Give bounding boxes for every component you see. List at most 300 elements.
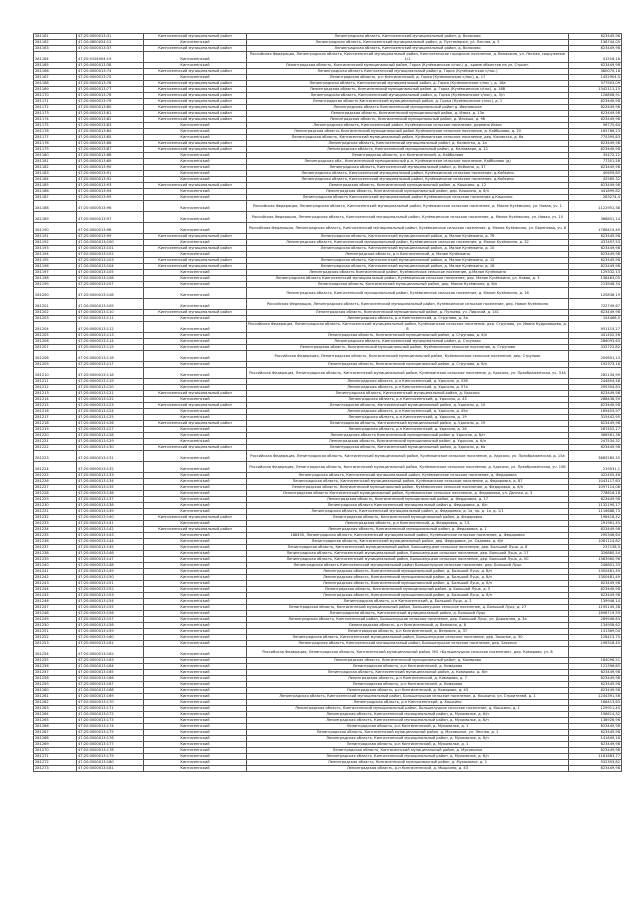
row-number-cell: 281214 (34, 397, 77, 403)
row-number-cell: 281203 (34, 316, 77, 322)
value-cell: 3685285,35 (569, 451, 622, 462)
cadastral-number-cell: 47:20:0000013:176 (77, 736, 144, 742)
address-cell: Ленинградская область, р-н Кингисеппский, д. Удосоло, д. 19 (247, 415, 569, 421)
value-cell: 295304,63 (569, 385, 622, 391)
address-cell: Ленинградская область, Кингисеппский муниципальный район, Кузёмкинское сельское поселение, д. Федоровка, д. 6/н (247, 485, 569, 491)
row-number-cell: 281262 (34, 700, 77, 706)
table-row (34, 322, 622, 333)
value-cell: 326880,54 (569, 551, 622, 557)
district-cell: Кингисеппский (144, 270, 247, 276)
cadastral-number-cell: 47:20:0000013:151 (77, 581, 144, 587)
district-cell: Кингисеппский (144, 754, 247, 760)
address-cell: Ленинградская область, р-н Кингисеппский, д. Удосоло, д. 52б (247, 379, 569, 385)
table-row (34, 462, 622, 473)
district-cell: Кингисеппский (144, 736, 247, 742)
cadastral-number-cell: 47:20:0000013:141 (77, 521, 144, 527)
row-number-cell: 281223 (34, 451, 77, 462)
address-cell: Ленинградская область, Кингисеппский муниципальный район, Большелуцкое сельское поселение, дер. Большой Луцк, д. 50 (247, 557, 569, 563)
row-number-cell: 281268 (34, 736, 77, 742)
address-cell: Ленинградская область, Кингисеппский муниципальный район, д. Федоровка, д. 1 (247, 527, 569, 533)
cadastral-number-cell: 47:20:0000013:174 (77, 724, 144, 730)
value-cell: 623449,98 (569, 670, 622, 676)
address-cell: Ленинградская область, р-н Кингисеппский, д. Удосоло, д. 45а (247, 409, 569, 415)
value-cell: 1244391,56 (569, 694, 622, 700)
value-cell: 77351,58 (569, 159, 622, 165)
value-cell: 269946,63 (569, 617, 622, 623)
cadastral-number-cell: 47:20:0000013:118 (77, 368, 144, 379)
address-cell: Ленинградская область, Кингисеппский муниципальный район, д. Малое Кузёмкино, д. 12 (247, 258, 569, 264)
value-cell: 96775,64 (569, 123, 622, 129)
district-cell: Кингисеппский (144, 212, 247, 223)
address-cell: Ленинградская область, Кингисеппский муниципальный район, д. Малое Кузёмкино, д. 18 (247, 264, 569, 270)
address-cell: Ленинградская область, Кингисеппский муниципальный район, д. Горка (Кузёмкинское с/пос.), д. 16а (247, 81, 569, 87)
cadastral-number-cell: 47:20:0000013:99 (77, 234, 144, 240)
address-cell: Российская Федерация, Ленинградская область, Кингисеппский муниципальный район, Кузёмкинское сельское поселение, дер. Новое Кузёмкино (247, 299, 569, 310)
address-cell: Российская Федерация, Ленинградская область, Кингисеппский муниципальный район, Кузёмкинское сельское поселение, д. Малое Кузёмкино, ул. Новая, уч. 1 (247, 201, 569, 212)
district-cell: Кингисеппский (144, 760, 247, 766)
row-number-cell: 281189 (34, 212, 77, 223)
value-cell: 623449,98 (569, 117, 622, 123)
table-row (34, 451, 622, 462)
district-cell: Кингисеппский (144, 676, 247, 682)
district-cell: Кингисеппский (144, 748, 247, 754)
value-cell: 623449,98 (569, 258, 622, 264)
district-cell: Кингисеппский (144, 473, 247, 479)
cadastral-number-cell: 47:20:0000013:107 (77, 282, 144, 288)
row-number-cell: 281220 (34, 433, 77, 439)
value-cell: 951115,27 (569, 322, 622, 333)
cadastral-number-cell: 47:20:0000013:135 (77, 485, 144, 491)
cadastral-number-cell: 47:20:0000013:152 (77, 587, 144, 593)
address-cell: Ленинградская область, р-н Кингисеппский, д. Комарово, д. 7 (247, 676, 569, 682)
district-cell: Кингисеппский (144, 485, 247, 491)
address-cell: Ленинградская область, р-н Кингисеппский, д. Струпово, д. 3а (247, 316, 569, 322)
address-cell: Ленинградская область, Кингисеппский муниципальный район, д. Калливере, д. 12 (247, 147, 569, 153)
row-number-cell: 281264 (34, 712, 77, 718)
district-cell: Кингисеппский муниципальный район (144, 527, 247, 533)
district-cell: Кингисеппский (144, 385, 247, 391)
cadastral-number-cell: 47:20:0000013:119 (77, 379, 144, 385)
cadastral-number-cell: 47:20:0000013:114 (77, 339, 144, 345)
address-cell: Ленинградская область Кингисеппский муниципальный район Большелуцкое сельское поселение, дер. Большой Луцк (247, 563, 569, 569)
value-cell: 131369,04 (569, 629, 622, 635)
value-cell: 282134,99 (569, 368, 622, 379)
row-number-cell: 281201 (34, 299, 77, 310)
district-cell: Кингисеппский (144, 333, 247, 339)
row-number-cell: 281247 (34, 605, 77, 611)
table-row (34, 351, 622, 362)
address-cell: Ленинградская область, Кингисеппский муниципальный район, д. Ильеши, д. 9б (247, 117, 569, 123)
row-number-cell: 281263 (34, 706, 77, 712)
row-number-cell: 281231 (34, 509, 77, 515)
district-cell: Кингисеппский (144, 240, 247, 246)
row-number-cell: 281219 (34, 427, 77, 433)
row-number-cell: 281186 (34, 189, 77, 195)
address-cell: Ленинградская область, Кингисеппский муниципальный район, Кузёмкинское сельское поселение, д. Малое Кузёмкино, д. 16 (247, 288, 569, 299)
value-cell: 134958,62 (569, 623, 622, 629)
address-cell: Ленинградская область, Кингисеппский муниципальный район, д. Горка (Кузёмкинское с/пос), д. 16б (247, 87, 569, 93)
value-cell: 1698719,59 (569, 611, 622, 617)
value-cell: 198416,42 (569, 515, 622, 521)
cadastral-number-cell: 47:20:0000013:31 (77, 34, 144, 40)
row-number-cell: 281206 (34, 339, 77, 345)
district-cell: Кингисеппский (144, 593, 247, 599)
address-cell: Ленинградская область, Кингисеппский муниципальный район, д. Удосоло, д. 6а (247, 445, 569, 451)
district-cell: Кингисеппский муниципальный район (144, 310, 247, 316)
address-cell: Ленинградская область Кингисеппский муниципальный район, Кузёмкинское сельское поселение, д. Федоровка, ул. Дачная, д. 3 (247, 491, 569, 497)
row-number-cell: 281246 (34, 599, 77, 605)
address-cell: Ленинградская область, Кингисеппский муниципальный район, Большелуцкое сельское поселение, д. Кошкино, ул. Строителей, д. 1 (247, 694, 569, 700)
cadastral-number-cell: 47:20:0000013:92 (77, 177, 144, 183)
district-cell: Кингисеппский (144, 581, 247, 587)
cadastral-number-cell: 47:20:0000013:105 (77, 270, 144, 276)
cadastral-number-cell: 47:20:0000013:97 (77, 212, 144, 223)
address-cell: Российская Федерация, Ленинградская область, Кингисеппский муниципальный район, Кузёмкинское сельское поселение, д. Удосоло, ул. Преображенская, уч. 15б (247, 462, 569, 473)
value-cell: 154466,5 (569, 316, 622, 322)
value-cell: 1122951,38 (569, 201, 622, 212)
value-cell: 41516,16 (569, 52, 622, 63)
row-number-cell: 281265 (34, 718, 77, 724)
cadastral-number-cell: 47:20:0000013:112 (77, 322, 144, 333)
value-cell: 1452904,5 (569, 75, 622, 81)
cadastral-number-cell: 47:20:0000013:171 (77, 706, 144, 712)
value-cell: 169453,97 (569, 409, 622, 415)
address-cell: Ленинградская область, Кингисеппский муниципальный район, Кузёмкинское сельское поселение, д. Малое Кузёмкино, д. 32 (247, 240, 569, 246)
district-cell: Кингисеппский (144, 533, 247, 539)
row-number-cell: 281176 (34, 129, 77, 135)
value-cell: 623449,98 (569, 587, 622, 593)
value-cell: 623449,98 (569, 264, 622, 270)
value-cell: 623449,98 (569, 403, 622, 409)
value-cell: 623449,98 (569, 421, 622, 427)
address-cell: 188490, Ленинградская область, Кингисеппский муниципальный район, Кузёмкинское сельское поселение, д. Федоровка (247, 533, 569, 539)
district-cell: Кингисеппский (144, 479, 247, 485)
district-cell: Кингисеппский (144, 712, 247, 718)
value-cell: 186413,63 (569, 700, 622, 706)
address-cell: Ленинградская область, Кингисеппский муниципальный район, д. Федоровка (247, 515, 569, 521)
district-cell: Кингисеппский (144, 521, 247, 527)
value-cell: 623449,98 (569, 99, 622, 105)
district-cell: Кингисеппский (144, 223, 247, 234)
cadastral-number-cell: 47:20:0000013:158 (77, 623, 144, 629)
cadastral-number-cell: 47:20:0000013:78 (77, 93, 144, 99)
cadastral-number-cell: 47:20:0000013:117 (77, 362, 144, 368)
address-cell: Ленинградская область Кингисеппский муниципальный район, Кузёмкинское сельское поселение, дер. Малое Кузёмкино, ул. Новая, д. 3 (247, 276, 569, 282)
district-cell: Кингисеппский муниципальный район (144, 69, 247, 75)
row-number-cell: 281230 (34, 503, 77, 509)
value-cell: 623449,98 (569, 581, 622, 587)
address-cell: Российская Федерация, Ленинградская область, Кингисеппский муниципальный район, Кузёмкинское сельское поселение, дер. Струпово (247, 351, 569, 362)
district-cell: Кингисеппский муниципальный район (144, 421, 247, 427)
row-number-cell: 281195 (34, 258, 77, 264)
value-cell: 184096,51 (569, 658, 622, 664)
district-cell: Кингисеппский муниципальный район (144, 445, 247, 451)
table-row (34, 201, 622, 212)
row-number-cell: 281181 (34, 159, 77, 165)
address-cell: Ленинградская область, р-н Кингисеппский, д. Удосоло, д. 57а (247, 385, 569, 391)
district-cell: Кингисеппский (144, 545, 247, 551)
row-number-cell: 281242 (34, 575, 77, 581)
cadastral-number-cell: 47:20:0000013:83 (77, 123, 144, 129)
cadastral-number-cell: 47:20:0000013:132 (77, 462, 144, 473)
value-cell: 1132190,17 (569, 503, 622, 509)
row-number-cell: 281218 (34, 421, 77, 427)
cadastral-number-cell: 47:20:0000013:145 (77, 545, 144, 551)
cadastral-number-cell: 47:20:0000013:170 (77, 700, 144, 706)
row-number-cell: 281234 (34, 527, 77, 533)
cadastral-number-cell: 47:20:0000013:103 (77, 258, 144, 264)
value-cell: 136463,05 (569, 276, 622, 282)
cadastral-number-cell: 47:20:0000013:96 (77, 201, 144, 212)
value-cell: 623449,98 (569, 730, 622, 736)
cadastral-number-cell: 47:20:0000013:134 (77, 479, 144, 485)
cadastral-number-cell: 47:20:0000013:131 (77, 451, 144, 462)
address-cell: Ленинградская область, р-н Кингисеппский, д. Венкюля, д. 37 (247, 629, 569, 635)
cadastral-number-cell: 47:20:0000013:37 (77, 46, 144, 52)
row-number-cell: 281179 (34, 147, 77, 153)
district-cell: Кингисеппский (144, 40, 247, 46)
value-cell: 623449,98 (569, 141, 622, 147)
property-table (33, 33, 622, 772)
cadastral-number-cell: 47:20:0000013:175 (77, 730, 144, 736)
address-cell: Ленинградская область, Кингисеппский муниципальный район, д. Комарово (247, 658, 569, 664)
district-cell: Кингисеппский муниципальный район (144, 81, 247, 87)
cadastral-number-cell: 47:20:0000013:127 (77, 427, 144, 433)
district-cell: Кингисеппский муниципальный район (144, 87, 247, 93)
row-number-cell: 281188 (34, 201, 77, 212)
cadastral-number-cell: 47:20:0000013:79 (77, 99, 144, 105)
row-number-cell: 281243 (34, 581, 77, 587)
address-cell: Ленинградская область, Кингисеппский муниципальный район, д. Струпово, д. 6/н (247, 333, 569, 339)
cadastral-number-cell: 47:20:0000013:94 (77, 189, 144, 195)
row-number-cell: 281255 (34, 658, 77, 664)
cadastral-number-cell: 47:20:0000013:165 (77, 670, 144, 676)
row-number-cell: 281205 (34, 333, 77, 339)
value-cell: 192373,18 (569, 362, 622, 368)
row-number-cell: 281184 (34, 177, 77, 183)
district-cell: Кингисеппский муниципальный район (144, 515, 247, 521)
district-cell: Кингисеппский (144, 288, 247, 299)
cadastral-number-cell: 47:20:0000013:102 (77, 252, 144, 258)
address-cell: Ленинградская область, Кингисеппский муниципальный район, д. Мукомолье, д. 6/н (247, 754, 569, 760)
value-cell: 380070,18 (569, 69, 622, 75)
district-cell: Кингисеппский (144, 433, 247, 439)
district-cell: Кингисеппский (144, 509, 247, 515)
value-cell: 1061114,62 (569, 539, 622, 545)
cadastral-number-cell: 47:20:0000013:154 (77, 599, 144, 605)
district-cell: Кингисеппский (144, 503, 247, 509)
value-cell: 141649,18 (569, 736, 622, 742)
value-cell: 1161683,77 (569, 754, 622, 760)
row-number-cell: 281180 (34, 153, 77, 159)
row-number-cell: 281253 (34, 641, 77, 647)
value-cell: 1383960,96 (569, 557, 622, 563)
district-cell: Кингисеппский (144, 623, 247, 629)
district-cell: Кингисеппский (144, 165, 247, 171)
address-cell: Ленинградская область, р-н Кингисеппский, д. Кошкино (247, 700, 569, 706)
value-cell: 778616,18 (569, 491, 622, 497)
district-cell: Кингисеппский (144, 252, 247, 258)
cadastral-number-cell: 47:20:0000013:88 (77, 153, 144, 159)
address-cell: Ленинградская область, р-н Кингисеппский, д. Мукомолье, д. 1 (247, 742, 569, 748)
table-row (34, 223, 622, 234)
value-cell: 623449,98 (569, 527, 622, 533)
value-cell: 286093,63 (569, 339, 622, 345)
value-cell: 623449,98 (569, 111, 622, 117)
cadastral-number-cell: 47:20:0000013:124 (77, 409, 144, 415)
value-cell: 209801,13 (569, 351, 622, 362)
district-cell: Кингисеппский (144, 339, 247, 345)
address-cell: Ленинградская область, Кингисеппский муниципальный район, д. Пустомержа, ул. Лесная, д. 5 (247, 40, 569, 46)
address-cell: Ленинградская область, Кингисеппский муниципальный район, д. Удосоло (247, 391, 569, 397)
cadastral-number-cell: 47:20:0000013:136 (77, 491, 144, 497)
district-cell: Кингисеппский (144, 491, 247, 497)
row-number-cell: 281222 (34, 445, 77, 451)
row-number-cell: 281207 (34, 345, 77, 351)
district-cell: Кингисеппский (144, 742, 247, 748)
row-number-cell: 281236 (34, 539, 77, 545)
value-cell: 623449,98 (569, 682, 622, 688)
district-cell: Кингисеппский (144, 599, 247, 605)
row-number-cell: 281190 (34, 223, 77, 234)
cadastral-number-cell: 47:20:0000013:126 (77, 421, 144, 427)
district-cell: Кингисеппский муниципальный район (144, 391, 247, 397)
cadastral-number-cell: 47:20:0000013:177 (77, 742, 144, 748)
row-number-cell: 281182 (34, 165, 77, 171)
address-cell: Российская Федерация, Ленинградская область, Кингисеппский муниципальный район, Кузёмкинское сельское поселение, д. Малое Кузёмкино, ул. Новая, уч. 15 (247, 212, 569, 223)
address-cell: Российская Федерация, Ленинградская область, Кингисеппский муниципальный район, Кузёмкинское сельское поселение, д. Малое Кузёмкино, ул. Береговая, уч. 6 (247, 223, 569, 234)
value-cell: 121396,85 (569, 664, 622, 670)
table-row (34, 52, 622, 63)
cadastral-number-cell: 47:20:0800024:12 (77, 40, 144, 46)
value-cell: 213946,34 (569, 282, 622, 288)
row-number-cell: 281245 (34, 593, 77, 599)
cadastral-number-cell: 47:20:0000013:155 (77, 605, 144, 611)
value-cell: 1097114,06 (569, 485, 622, 491)
address-cell: Ленинградская область, Кингисеппский муниципальный район, д. Кейкино, д. 37 (247, 165, 569, 171)
value-cell: 623449,98 (569, 497, 622, 503)
value-cell: 441899,82 (569, 189, 622, 195)
district-cell: Кингисеппский (144, 497, 247, 503)
address-cell: Российская Федерация, Ленинградская область, Кингисеппский муниципальный район, Кузёмкинское сельское поселение, д. Удосоло, ул. Преображенская, уч. 31А (247, 368, 569, 379)
value-cell (569, 647, 622, 658)
value-cell: 623449,98 (569, 688, 622, 694)
cadastral-number-cell: 47:20:0000013:153 (77, 593, 144, 599)
row-number-cell: 281171 (34, 99, 77, 105)
value-cell: 165766,23 (569, 129, 622, 135)
cadastral-number-cell: 47:20:0000013:133 (77, 473, 144, 479)
value-cell: 244604,46 (569, 379, 622, 385)
value-cell: 128413,75 (569, 635, 622, 641)
district-cell: Кингисеппский (144, 718, 247, 724)
district-cell: Кингисеппский (144, 706, 247, 712)
row-number-cell: 281161 (34, 34, 77, 40)
district-cell: Кингисеппский (144, 658, 247, 664)
cadastral-number-cell: 47:20:0000013:122 (77, 397, 144, 403)
cadastral-number-cell: 47:20:0000013:157 (77, 617, 144, 623)
address-cell: Ленинградская область, Кингисеппский муниципальный район, д. Мукомолье, д. 6/н (247, 718, 569, 724)
district-cell: Кингисеппский (144, 724, 247, 730)
table-row (34, 766, 622, 772)
row-number-cell: 281256 (34, 664, 77, 670)
cadastral-number-cell: 47:20:0000013:91 (77, 171, 144, 177)
cadastral-number-cell: 47:20:0000013:150 (77, 575, 144, 581)
address-cell: Ленинградская область, Кингисеппский муниципальный район, д. Мукомолье (247, 748, 569, 754)
value-cell: 623449,98 (569, 165, 622, 171)
district-cell: Кингисеппский (144, 670, 247, 676)
value-cell: 136744,05 (569, 40, 622, 46)
district-cell: Кингисеппский (144, 63, 247, 69)
address-cell: Ленинградская область, Кингисеппский район, Большелуцкое сельское поселение, дер. Большой Луцк, ул. Дорожная, д. 5а (247, 617, 569, 623)
cadastral-number-cell: 47:20:0000013:95 (77, 195, 144, 201)
row-number-cell: 281170 (34, 93, 77, 99)
cadastral-number-cell: 47:20:0000013:120 (77, 385, 144, 391)
cadastral-number-cell: 47:20:0000013:129 (77, 439, 144, 445)
address-cell: Ленинградская область, Кингисеппский муниципальный район, д. Большой Луцк, д. 6/н (247, 593, 569, 599)
address-cell: Ленинградская область, Кингисеппский муниципальный район, д. Мукомолье, д. 6/н (247, 712, 569, 718)
district-cell: Кингисеппский (144, 451, 247, 462)
address-cell: Ленинградская область Кингисеппский муниципальный район д. Федоровка, д. 6/н (247, 503, 569, 509)
value-cell: 315442,95 (569, 415, 622, 421)
value-cell: 126808,91 (569, 93, 622, 99)
row-number-cell: 281244 (34, 587, 77, 593)
cadastral-number-cell: 47:20:0000013:179 (77, 754, 144, 760)
value-cell: 247534,32 (569, 439, 622, 445)
row-number-cell: 281162 (34, 40, 77, 46)
address-cell: Российская Федерация, Ленинградская область, Кингисеппский муниципальный район, Кингисеппское городское поселение, д. Ванакюля, ул. Лесная, сооружение 1/1 (247, 52, 569, 63)
cadastral-number-cell: 47:20:0000013:125 (77, 415, 144, 421)
value-cell: 623449,98 (569, 310, 622, 316)
cadastral-number-cell: 47:20:0000013:38 (77, 63, 144, 69)
address-cell: Ленинградская область Кингисеппский район, Кузёмкинское сельское поселение, д.Малое Кузёмкино (247, 270, 569, 276)
district-cell: Кингисеппский (144, 379, 247, 385)
row-number-cell: 281221 (34, 439, 77, 445)
address-cell: Ленинградская область, Кингисеппский муниципальный район, д. Мукомолье, д. 6/н (247, 736, 569, 742)
value-cell: 377903,09 (569, 81, 622, 87)
district-cell: Кингисеппский (144, 427, 247, 433)
row-number-cell: 281226 (34, 479, 77, 485)
value-cell: 138926,96 (569, 718, 622, 724)
cadastral-number-cell: 47:20:0000013:166 (77, 676, 144, 682)
row-number-cell: 281211 (34, 379, 77, 385)
cadastral-number-cell: 47:20:0000013:104 (77, 264, 144, 270)
row-number-cell: 281248 (34, 611, 77, 617)
address-cell: Ленинградская область, р-н Кингисеппский, д. Венкюля, д. 8 (247, 623, 569, 629)
row-number-cell: 281213 (34, 391, 77, 397)
row-number-cell: 281199 (34, 282, 77, 288)
row-number-cell: 281217 (34, 415, 77, 421)
cadastral-number-cell: 47:20:0000013:109 (77, 299, 144, 310)
cadastral-number-cell: 47:20:0000013:82 (77, 117, 144, 123)
row-number-cell: 281200 (34, 288, 77, 299)
row-number-cell: 281212 (34, 385, 77, 391)
cadastral-number-cell: 47:20:0000013:106 (77, 276, 144, 282)
district-cell: Кингисеппский муниципальный район (144, 403, 247, 409)
address-cell: Ленинградская область, Кингисеппский муниципальный район, Горка (Кузёмкинское с/пос.) д., кроме объектов на ул. Строит. (247, 63, 569, 69)
cadastral-number-cell: 47:20:0000013:81 (77, 111, 144, 117)
row-number-cell: 281266 (34, 724, 77, 730)
value-cell: 332722,82 (569, 345, 622, 351)
row-number-cell: 281183 (34, 171, 77, 177)
district-cell: Кингисеппский муниципальный район (144, 46, 247, 52)
value-cell: 437497,53 (569, 240, 622, 246)
district-cell: Кингисеппский (144, 368, 247, 379)
cadastral-number-cell: 47:20:0000013:113 (77, 333, 144, 339)
row-number-cell: 281227 (34, 485, 77, 491)
cadastral-number-cell: 47:20:0000013:100 (77, 240, 144, 246)
row-number-cell: 281209 (34, 362, 77, 368)
cadastral-number-cell: 47:20:0000013:76 (77, 81, 144, 87)
